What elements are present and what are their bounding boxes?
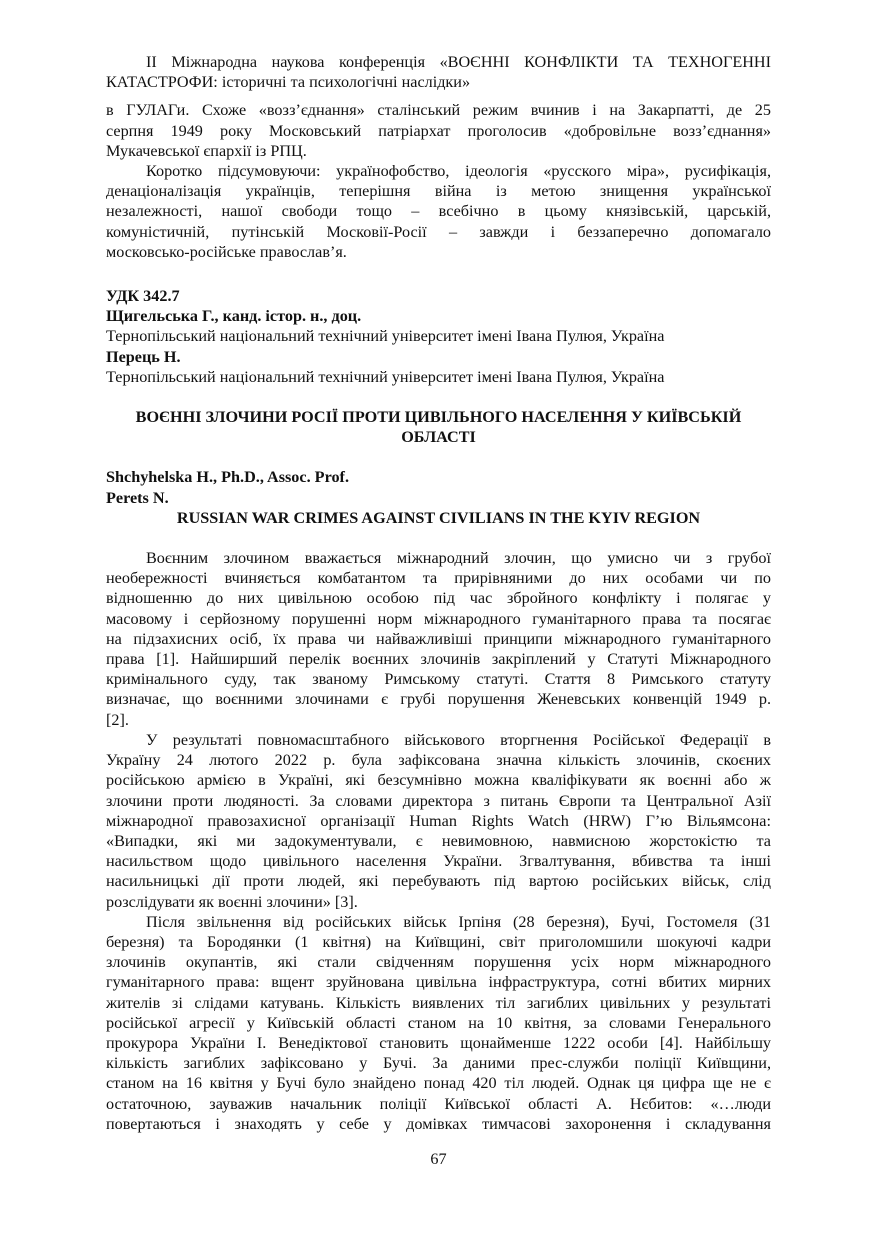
title-line: ОБЛАСТІ — [401, 428, 476, 447]
text-line: насильницькі дії проти людей, які перебувають під вартою російських військ, слід — [106, 872, 771, 891]
text-line: жителів зі слідами катувань. Кількість виявлених тіл загиблих цивільних у результаті — [106, 993, 771, 1012]
text-line: остаточною, зауважив начальник поліції Київської області А. Нєбитов: «…люди — [106, 1094, 771, 1113]
text-line: комуністичній, путінській Московії-Росії – завжди і беззаперечно допомагало — [106, 222, 771, 241]
text-line: серпня 1949 року Московський патріархат проголосив «добровільне возз’єднання» — [106, 121, 771, 140]
text-line: гуманітарного права: вщент зруйнована цивільна інфраструктура, сотні вбитих мирних — [106, 973, 771, 992]
text-line: Україну 24 лютого 2022 р. була зафіксована значна кількість злочинів, скоєних — [106, 751, 771, 770]
paragraph-invasion — [106, 730, 771, 912]
header-line: II Міжнародна наукова конференція «ВОЄННІ КОНФЛІКТИ ТА ТЕХНОГЕННІ — [146, 53, 771, 71]
paragraph-liberation — [106, 912, 771, 1134]
text-line: московсько-російське православ’я. — [106, 242, 347, 261]
conference-header — [106, 52, 771, 92]
udk-code: УДК 342.7 — [106, 287, 180, 306]
article-title-en: RUSSIAN WAR CRIMES AGAINST CIVILIANS IN THE KYIV REGION — [176, 508, 701, 527]
text-line: в ГУЛАГи. Схоже «возз’єднання» сталінський режим вчинив і на Закарпатті, де 25 — [106, 101, 771, 120]
text-line: У результаті повномасштабного військового вторгнення Російської Федерації в — [146, 730, 771, 749]
paragraph-definition — [106, 548, 771, 730]
text-line: розслідувати як воєнні злочини» [3]. — [106, 892, 358, 911]
author-name-en: Perets N. — [106, 488, 169, 507]
text-line: злочини проти людяності. За словами директора з питань Європи та Центральної Азії — [106, 791, 771, 810]
author-affiliation: Тернопільський національний технічний університет імені Івана Пулюя, Україна — [106, 367, 665, 386]
paragraph-continued — [106, 100, 771, 161]
text-line: Мукачевської єпархії із РПЦ. — [106, 141, 307, 160]
author-affiliation: Тернопільський національний технічний університет імені Івана Пулюя, Україна — [106, 327, 665, 346]
document-page — [106, 52, 771, 1134]
text-line: міжнародної правозахисної організації Human Rights Watch (HRW) Г’ю Вільямсона: — [106, 811, 771, 830]
text-line: Коротко підсумовуючи: українофобство, ідеологія «русского міра», русифікація, — [146, 162, 771, 181]
text-line: Після звільнення від російських військ Ірпіня (28 березня), Бучі, Гостомеля (31 — [146, 912, 771, 931]
text-line: повертаються і знаходять у себе у домівках тимчасові захоронення і складування — [106, 1114, 771, 1133]
text-line: необережності вчиняється комбатантом та прирівняними до них особами чи по — [106, 569, 771, 588]
author-name: Перець Н. — [106, 347, 181, 366]
text-line: Воєнним злочином вважається міжнародний злочин, що умисно чи з грубої — [146, 549, 771, 568]
text-line: [2]. — [106, 710, 129, 729]
text-line: прокурора України І. Венедіктової становить щонайменше 1222 особи [4]. Найбільшу — [106, 1033, 771, 1052]
title-line: ВОЄННІ ЗЛОЧИНИ РОСІЇ ПРОТИ ЦИВІЛЬНОГО НАСЕЛЕННЯ У КИЇВСЬКІЙ — [135, 408, 742, 427]
text-line: кількість загиблих зафіксовано у Бучі. За даними прес-служби поліції Київщини, — [106, 1054, 771, 1073]
text-line: «Випадки, які ми задокументували, є невимовною, навмисною жорстокістю та — [106, 831, 771, 850]
paragraph-summary — [106, 161, 771, 262]
text-line: злочинів окупантів, які стали свідченням порушення усіх норм міжнародного — [106, 953, 771, 972]
text-line: насильством щодо цивільного населення України. Згвалтування, вбивства та інші — [106, 852, 771, 871]
article-title-ua — [106, 407, 771, 447]
header-line: КАТАСТРОФИ: історичні та психологічні наслідки» — [106, 73, 471, 92]
author-name: Щигельська Г., канд. істор. н., доц. — [106, 307, 362, 326]
text-line: відношенню до них цивільною особою під час збройного конфлікту і полягає у — [106, 589, 771, 608]
text-line: російської агресії у Київській області станом на 10 квітня, за словами Генерального — [106, 1013, 771, 1032]
text-line: денаціоналізація українців, теперішня війна із метою знищення української — [106, 182, 771, 201]
page-number: 67 — [430, 1150, 447, 1168]
text-line: масовому і серйозному порушенні норм міжнародного гуманітарного права та посягає — [106, 609, 771, 628]
text-line: кримінального суду, так званому Римському статуті. Стаття 8 Римського статуту — [106, 670, 771, 689]
text-line: березня) та Бородянки (1 квітня) на Київщині, світ приголомшили шокуючі кадри — [106, 932, 771, 951]
text-line: незалежності, нашої свободи тощо – всебічно в цьому князівській, царській, — [106, 202, 771, 221]
text-line: права [1]. Найширший перелік воєнних злочинів закріплений у Статуті Міжнародного — [106, 650, 771, 669]
text-line: визначає, що воєнними злочинами є грубі порушення Женевських конвенцій 1949 р. — [106, 690, 771, 709]
text-line: російською армією в Україні, які безсумнівно можна кваліфікувати як воєнні або ж — [106, 771, 771, 790]
author-name-en: Shchyhelska H., Ph.D., Assoc. Prof. — [106, 468, 349, 487]
text-line: станом на 16 квітня у Бучі було знайдено понад 420 тіл людей. Однак ця цифра ще не є — [106, 1074, 771, 1093]
text-line: на підзахисних осіб, їх права чи найважливіші принципи міжнародного гуманітарного — [106, 629, 771, 648]
